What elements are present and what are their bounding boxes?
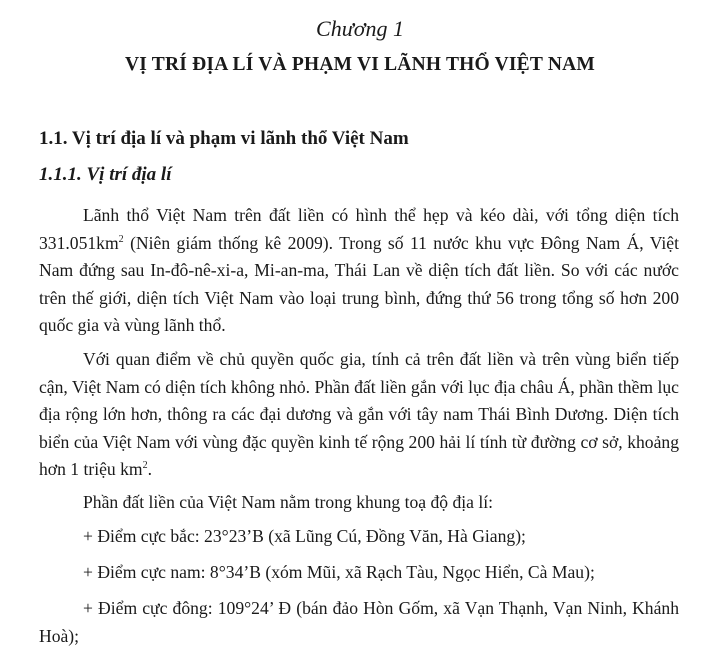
list-item-east: + Điểm cực đông: 109°24’ Đ (bán đảo Hòn Gốm, xã Vạn Thạnh, Vạn Ninh, Khánh Hoà); (39, 598, 679, 646)
list-item-south: + Điểm cực nam: 8°34’B (xóm Mũi, xã Rạch Tàu, Ngọc Hiển, Cà Mau); (83, 562, 595, 582)
subsection-heading: 1.1.1. Vị trí địa lí (39, 164, 172, 185)
chapter-heading: Chương 1 (316, 16, 404, 41)
paragraph-sovereignty (39, 346, 679, 484)
section-heading: 1.1. Vị trí địa lí và phạm vi lãnh thổ Việt Nam (39, 128, 409, 149)
paragraph-area-text-b: (Niên giám thống kê 2009). Trong số 11 nước khu vực Đông Nam Á, Việt Nam đứng sau In-đô-nê-xi-a, Mi-an-ma, Thái Lan về diện tích đất liền. So với các nước trên thế giới, diện tích Việt Nam vào loại trung bình, đứng thứ 56 trong tổng số hơn 200 quốc gia và vùng lãnh thổ. (39, 232, 679, 335)
list-item-north: + Điểm cực bắc: 23°23’B (xã Lũng Cú, Đồng Văn, Hà Giang); (83, 526, 526, 546)
paragraph-sovereignty-text-b: . (147, 459, 153, 479)
chapter-title: VỊ TRÍ ĐỊA LÍ VÀ PHẠM VI LÃNH THỔ VIỆT NAM (125, 54, 595, 75)
paragraph-sovereignty-text-a: Với quan điểm về chủ quyền quốc gia, tính cả trên đất liền và trên vùng biển tiếp cận, Việt Nam có diện tích không nhỏ. Phần đất liền gắn với lục địa châu Á, phần thềm lục địa rộng lớn hơn, thông ra các đại dương và gắn với tây nam Thái Bình Dương. Diện tích biển của Việt Nam với vùng đặc quyền kinh tế rộng 200 hải lí tính từ đường cơ sở, khoảng hơn 1 triệu km (39, 349, 679, 479)
paragraph-sovereignty-superscript: 2 (142, 460, 148, 472)
paragraph-area (39, 202, 679, 340)
paragraph-coordinates-intro: Phần đất liền của Việt Nam nằm trong khung toạ độ địa lí: (83, 492, 494, 512)
paragraph-area-text-a: Lãnh thổ Việt Nam trên đất liền có hình thể hẹp và kéo dài, với tổng diện tích 331.051km (39, 205, 679, 253)
paragraph-area-superscript: 2 (118, 233, 124, 245)
